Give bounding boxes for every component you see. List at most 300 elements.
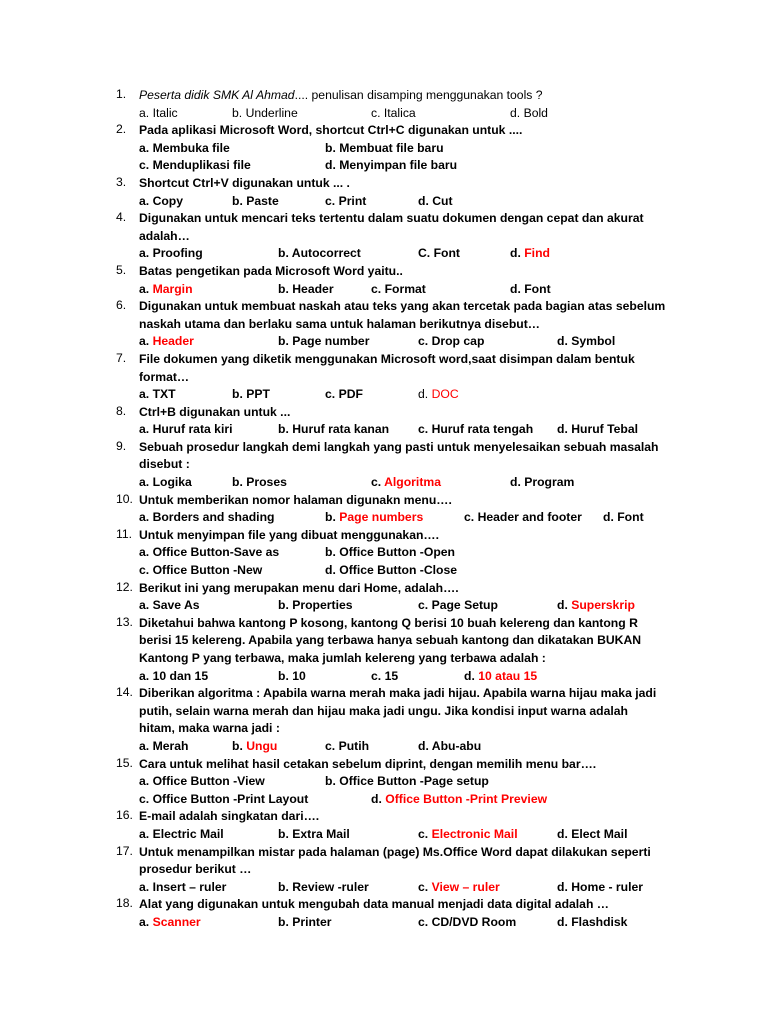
option-text: Elect Mail — [571, 826, 628, 841]
answer-option — [371, 105, 416, 123]
answer-options-row — [139, 333, 686, 351]
option-letter: d. — [603, 510, 614, 525]
question-text-segment: Sebuah prosedur langkah demi langkah yang pasti untuk menyelesaikan sebuah masalah — [139, 439, 659, 454]
option-text: 10 — [292, 668, 306, 683]
question-number: 11. — [116, 526, 133, 541]
answer-option — [139, 474, 192, 492]
question-16 — [116, 808, 686, 843]
option-text: CD/DVD Room — [431, 914, 517, 929]
option-letter: a. — [139, 387, 150, 402]
option-text: Office Button -New — [152, 563, 263, 578]
answer-option — [139, 105, 178, 123]
option-text: Page number — [292, 334, 370, 349]
question-text — [139, 650, 686, 668]
option-text: Italica — [383, 105, 416, 120]
answer-option — [139, 245, 203, 263]
question-text — [139, 580, 686, 598]
option-text: TXT — [152, 387, 176, 402]
option-text: Menyimpan file baru — [339, 158, 458, 173]
option-letter: c. — [371, 475, 382, 490]
answer-option — [139, 791, 308, 809]
option-text: Bold — [523, 105, 548, 120]
option-letter: d. — [557, 826, 568, 841]
question-number: 12. — [116, 579, 133, 594]
answer-option — [325, 509, 423, 527]
question-number: 8. — [116, 403, 127, 418]
option-letter: c. — [371, 105, 381, 120]
option-letter: a. — [139, 281, 150, 296]
option-text: 15 — [384, 668, 399, 683]
question-text — [139, 685, 686, 703]
option-letter: d. — [418, 387, 429, 402]
option-letter: d. — [418, 193, 429, 208]
answer-options-row — [139, 193, 686, 211]
question-text — [139, 896, 686, 914]
question-text-segment: naskah utama dan berlaku sama untuk halaman berikutnya disebut… — [139, 316, 540, 331]
question-number: 1. — [116, 87, 127, 101]
question-number: 4. — [116, 210, 127, 225]
option-letter: b. — [278, 422, 289, 437]
option-text: Underline — [245, 105, 298, 120]
answer-options-row — [139, 245, 686, 263]
question-text — [139, 527, 686, 545]
option-text: Copy — [152, 193, 184, 208]
answer-option — [418, 386, 459, 404]
option-text: Huruf rata tengah — [431, 422, 534, 437]
option-text-highlighted: DOC — [431, 387, 459, 402]
answer-option — [510, 245, 550, 263]
answer-option — [557, 333, 615, 351]
question-3 — [116, 175, 686, 210]
answer-option — [139, 773, 265, 791]
option-text-highlighted: Find — [524, 246, 550, 261]
option-letter: a. — [139, 105, 150, 120]
option-letter: d. — [557, 334, 568, 349]
answer-option — [139, 544, 279, 562]
answer-options-row — [139, 597, 686, 615]
answer-option — [418, 245, 460, 263]
question-text — [139, 369, 686, 387]
answer-option — [510, 105, 548, 123]
option-letter: a. — [139, 475, 150, 490]
option-letter: c. — [371, 281, 382, 296]
option-text: Borders and shading — [152, 510, 275, 525]
option-text: Save As — [152, 598, 200, 613]
question-number: 13. — [116, 614, 133, 629]
option-text-highlighted: Office Button -Print Preview — [385, 791, 548, 806]
option-letter: a. — [139, 193, 150, 208]
option-letter: d. — [510, 246, 521, 261]
answer-option — [325, 773, 489, 791]
option-text: Merah — [152, 738, 189, 753]
option-text: Autocorrect — [291, 246, 361, 261]
question-text — [139, 175, 686, 193]
question-text-segment: .... penulisan disamping menggunakan tools ? — [294, 88, 543, 102]
question-text-segment: Ctrl+B digunakan untuk ... — [139, 404, 291, 419]
option-letter: b. — [278, 598, 289, 613]
answer-option — [139, 140, 230, 158]
option-text-highlighted: 10 atau 15 — [478, 668, 538, 683]
option-letter: d. — [325, 563, 336, 578]
question-text — [139, 632, 686, 650]
answer-option — [278, 281, 334, 299]
option-text: Home - ruler — [571, 879, 644, 894]
option-text: Huruf rata kanan — [292, 422, 390, 437]
question-text — [139, 210, 686, 228]
option-text: Italic — [152, 105, 178, 120]
answer-option — [418, 597, 498, 615]
question-13 — [116, 615, 686, 685]
question-11 — [116, 527, 686, 580]
option-text: Office Button -Open — [339, 545, 456, 560]
question-text-segment: Shortcut Ctrl+V digunakan untuk ... . — [139, 175, 350, 190]
answer-options-row — [139, 421, 686, 439]
answer-options-row — [139, 668, 686, 686]
question-text-segment: hitam, maka warna jadi : — [139, 721, 280, 736]
question-text-segment: Peserta didik SMK Al Ahmad — [139, 88, 295, 102]
option-letter: d. — [557, 879, 568, 894]
question-text-segment: File dokumen yang diketik menggunakan Microsoft word,saat disimpan dalam bentuk — [139, 351, 635, 366]
question-10 — [116, 492, 686, 527]
option-letter: c. — [418, 422, 429, 437]
option-letter: b. — [232, 193, 243, 208]
option-letter: c. — [325, 387, 336, 402]
answer-option — [278, 914, 332, 932]
answer-option — [418, 826, 518, 844]
answer-option — [139, 738, 188, 756]
question-text-segment: Untuk memberikan nomor halaman digunakn menu…. — [139, 492, 452, 507]
answer-option — [139, 193, 183, 211]
option-text: Symbol — [571, 334, 616, 349]
option-letter: a. — [139, 545, 150, 560]
question-text-segment: Cara untuk melihat hasil cetakan sebelum diprint, dengan memilih menu bar…. — [139, 756, 597, 771]
option-text: Print — [338, 193, 367, 208]
answer-option — [232, 738, 277, 756]
option-letter: d. — [510, 281, 521, 296]
question-number: 5. — [116, 262, 127, 277]
option-letter: c. — [139, 563, 150, 578]
answer-option — [325, 562, 457, 580]
option-text: Office Button -Print Layout — [152, 791, 309, 806]
option-text: Header — [292, 281, 334, 296]
answer-option — [232, 386, 270, 404]
question-number: 15. — [116, 755, 133, 770]
answer-option — [371, 474, 441, 492]
answer-options-row — [139, 791, 686, 809]
answer-options-row — [139, 474, 686, 492]
answer-option — [139, 879, 226, 897]
answer-options-row — [139, 157, 686, 175]
answer-option — [603, 509, 644, 527]
answer-options-row — [139, 773, 686, 791]
answer-option — [464, 668, 537, 686]
answer-option — [278, 333, 369, 351]
option-text: 10 dan 15 — [152, 668, 209, 683]
answer-option — [278, 245, 361, 263]
question-text — [139, 703, 686, 721]
question-text — [139, 861, 686, 879]
option-text: Header and footer — [477, 510, 582, 525]
answer-options-row — [139, 879, 686, 897]
option-letter: b. — [278, 826, 289, 841]
option-letter: d. — [325, 158, 336, 173]
answer-option — [325, 386, 363, 404]
answer-options-row — [139, 386, 686, 404]
option-text: PDF — [338, 387, 363, 402]
answer-option — [510, 281, 551, 299]
option-letter: a. — [139, 914, 150, 929]
option-text-highlighted: Page numbers — [339, 510, 424, 525]
answer-option — [557, 826, 627, 844]
answer-options-row — [139, 562, 686, 580]
question-4 — [116, 210, 686, 263]
option-text: Menduplikasi file — [152, 158, 251, 173]
question-text-segment: Digunakan untuk membuat naskah atau teks yang akan tercetak pada bagian atas sebelum — [139, 299, 666, 314]
answer-option — [418, 879, 500, 897]
question-text-segment: Diketahui bahwa kantong P kosong, kantong Q berisi 10 buah kelereng dan kantong R — [139, 615, 638, 630]
option-text: Paste — [246, 193, 279, 208]
question-text — [139, 316, 686, 334]
answer-option — [325, 157, 457, 175]
option-text: PPT — [246, 387, 270, 402]
option-letter: a. — [139, 668, 150, 683]
answer-options-row — [139, 914, 686, 932]
option-letter: b. — [278, 246, 289, 261]
option-text: Properties — [292, 598, 353, 613]
option-text: Font — [617, 510, 644, 525]
option-letter: b. — [278, 334, 289, 349]
question-text — [139, 844, 686, 862]
question-number: 2. — [116, 122, 127, 137]
answer-option — [278, 597, 353, 615]
option-text: Flashdisk — [571, 914, 628, 929]
question-5 — [116, 263, 686, 298]
question-14 — [116, 685, 686, 755]
answer-option — [418, 421, 533, 439]
option-letter: c. — [371, 668, 382, 683]
option-text: Cut — [432, 193, 453, 208]
option-letter: a. — [139, 334, 150, 349]
question-text-segment: berisi 15 kelereng. Apabila yang terbawa hanya sebuah kantong dan dikatakan BUKAN — [139, 633, 642, 648]
option-letter: a. — [139, 738, 150, 753]
option-letter: a. — [139, 422, 150, 437]
question-text — [139, 404, 686, 422]
question-text-segment: format… — [139, 369, 190, 384]
answer-option — [139, 281, 193, 299]
option-letter: b. — [232, 105, 243, 120]
question-text-segment: Berikut ini yang merupakan menu dari Home, adalah…. — [139, 580, 459, 595]
question-9 — [116, 439, 686, 492]
answer-options-row — [139, 826, 686, 844]
option-text-highlighted: Superskrip — [571, 598, 635, 613]
answer-option — [139, 509, 274, 527]
question-2 — [116, 122, 686, 175]
option-text: Office Button-Save as — [152, 545, 280, 560]
answer-option — [418, 914, 516, 932]
question-text-segment: Pada aplikasi Microsoft Word, shortcut Ctrl+C digunakan untuk .... — [139, 123, 523, 138]
option-letter: b. — [325, 510, 336, 525]
option-letter: b. — [232, 738, 243, 753]
option-text: Program — [524, 475, 575, 490]
question-text — [139, 756, 686, 774]
answer-options-row — [139, 509, 686, 527]
option-text-highlighted: Margin — [152, 281, 193, 296]
option-text: Office Button -Close — [339, 563, 458, 578]
answer-option — [232, 105, 298, 123]
option-letter: c. — [418, 826, 429, 841]
option-letter: b. — [278, 668, 289, 683]
question-number: 3. — [116, 174, 127, 189]
question-text-segment: Kantong P yang terbawa, maka jumlah kelereng yang terbawa adalah : — [139, 651, 546, 665]
answer-option — [278, 421, 389, 439]
question-text-segment: adalah… — [139, 228, 190, 243]
option-text: Office Button -Page setup — [339, 774, 489, 789]
answer-option — [557, 597, 635, 615]
option-letter: a. — [139, 879, 150, 894]
question-15 — [116, 756, 686, 809]
option-letter: c. — [325, 738, 336, 753]
option-letter: a. — [139, 246, 150, 261]
question-number: 10. — [116, 491, 133, 506]
answer-option — [557, 421, 638, 439]
option-letter: d. — [371, 791, 382, 806]
option-letter: c. — [325, 193, 336, 208]
question-text-segment: Digunakan untuk mencari teks tertentu dalam suatu dokumen dengan cepat dan akurat — [139, 211, 644, 226]
question-text — [139, 351, 686, 369]
option-letter: c. — [418, 598, 429, 613]
question-12 — [116, 580, 686, 615]
option-letter: b. — [232, 475, 243, 490]
question-number: 6. — [116, 298, 127, 313]
answer-option — [418, 738, 481, 756]
answer-option — [232, 474, 287, 492]
answer-option — [325, 140, 444, 158]
option-letter: b. — [325, 545, 336, 560]
option-letter: C. — [418, 246, 431, 261]
answer-options-row — [139, 281, 686, 299]
question-text-segment: Alat yang digunakan untuk mengubah data manual menjadi data digital adalah … — [139, 897, 609, 912]
option-letter: c. — [418, 334, 429, 349]
answer-options-row — [139, 738, 686, 756]
answer-option — [418, 193, 453, 211]
option-letter: a. — [139, 598, 150, 613]
question-text-segment: Untuk menyimpan file yang dibuat menggunakan…. — [139, 527, 439, 542]
option-text: Huruf Tebal — [571, 422, 639, 437]
option-text: Logika — [152, 475, 192, 490]
option-text: Proses — [246, 475, 287, 490]
question-text-segment: Batas pengetikan pada Microsoft Word yaitu.. — [139, 263, 403, 278]
question-text — [139, 492, 686, 510]
question-number: 9. — [116, 438, 127, 453]
answer-option — [325, 738, 369, 756]
question-text — [139, 456, 686, 474]
option-text: Electric Mail — [152, 826, 224, 841]
option-letter: c. — [418, 914, 429, 929]
question-text-segment: disebut : — [139, 457, 190, 472]
option-text-highlighted: Algoritma — [384, 475, 441, 490]
answer-option — [139, 421, 232, 439]
option-letter: d. — [510, 475, 521, 490]
answer-option — [278, 826, 350, 844]
question-text — [139, 720, 686, 738]
option-letter: a. — [139, 826, 150, 841]
question-text-segment: Untuk menampilkan mistar pada halaman (page) Ms.Office Word dapat dilakukan seperti — [139, 844, 651, 859]
answer-options-row — [139, 105, 686, 123]
option-letter: c. — [139, 158, 150, 173]
question-text — [139, 263, 686, 281]
question-number: 17. — [116, 843, 133, 858]
option-text: Membuat file baru — [339, 140, 444, 155]
option-letter: b. — [325, 140, 336, 155]
option-letter: a. — [139, 774, 150, 789]
question-17 — [116, 844, 686, 897]
quiz-document — [116, 87, 686, 932]
answer-option — [278, 668, 306, 686]
question-1 — [116, 87, 686, 122]
option-letter: c. — [418, 879, 429, 894]
question-7 — [116, 351, 686, 404]
option-letter: d. — [510, 105, 521, 120]
question-text — [139, 228, 686, 246]
question-text — [139, 615, 686, 633]
option-text: Font — [433, 246, 460, 261]
answer-option — [139, 597, 200, 615]
question-number: 18. — [116, 896, 133, 911]
question-text-segment: prosedur berikut … — [139, 862, 252, 877]
answer-option — [557, 879, 643, 897]
question-6 — [116, 298, 686, 351]
option-text: Insert – ruler — [152, 879, 227, 894]
option-text: Abu-abu — [431, 738, 482, 753]
answer-option — [139, 914, 201, 932]
option-text: Proofing — [152, 246, 203, 261]
answer-option — [139, 157, 251, 175]
option-letter: b. — [232, 387, 243, 402]
answer-option — [371, 281, 426, 299]
option-text: Membuka file — [152, 140, 230, 155]
option-letter: b. — [325, 774, 336, 789]
option-text: Format — [384, 281, 426, 296]
question-text — [139, 122, 686, 140]
question-8 — [116, 404, 686, 439]
option-text-highlighted: Header — [152, 334, 194, 349]
answer-option — [418, 333, 484, 351]
question-text-segment: E-mail adalah singkatan dari…. — [139, 809, 320, 824]
answer-option — [464, 509, 582, 527]
option-text: Extra Mail — [292, 826, 350, 841]
option-text: Page Setup — [431, 598, 498, 613]
option-text-highlighted: Scanner — [152, 914, 201, 929]
question-18 — [116, 896, 686, 931]
option-text: Huruf rata kiri — [152, 422, 233, 437]
answer-option — [139, 386, 176, 404]
question-text-segment: putih, selain warna merah dan hijau maka jadi ungu. Jika kondisi input warna adalah — [139, 703, 628, 718]
question-text — [139, 439, 686, 457]
option-letter: c. — [464, 510, 475, 525]
option-text-highlighted: Electronic Mail — [431, 826, 518, 841]
question-number: 16. — [116, 808, 133, 823]
answer-option — [139, 562, 262, 580]
answer-option — [139, 668, 208, 686]
option-text-highlighted: View – ruler — [431, 879, 500, 894]
answer-option — [510, 474, 574, 492]
answer-option — [557, 914, 627, 932]
option-letter: d. — [557, 598, 568, 613]
answer-option — [139, 333, 194, 351]
answer-option — [371, 668, 398, 686]
option-text: Drop cap — [431, 334, 485, 349]
option-letter: d. — [418, 738, 429, 753]
